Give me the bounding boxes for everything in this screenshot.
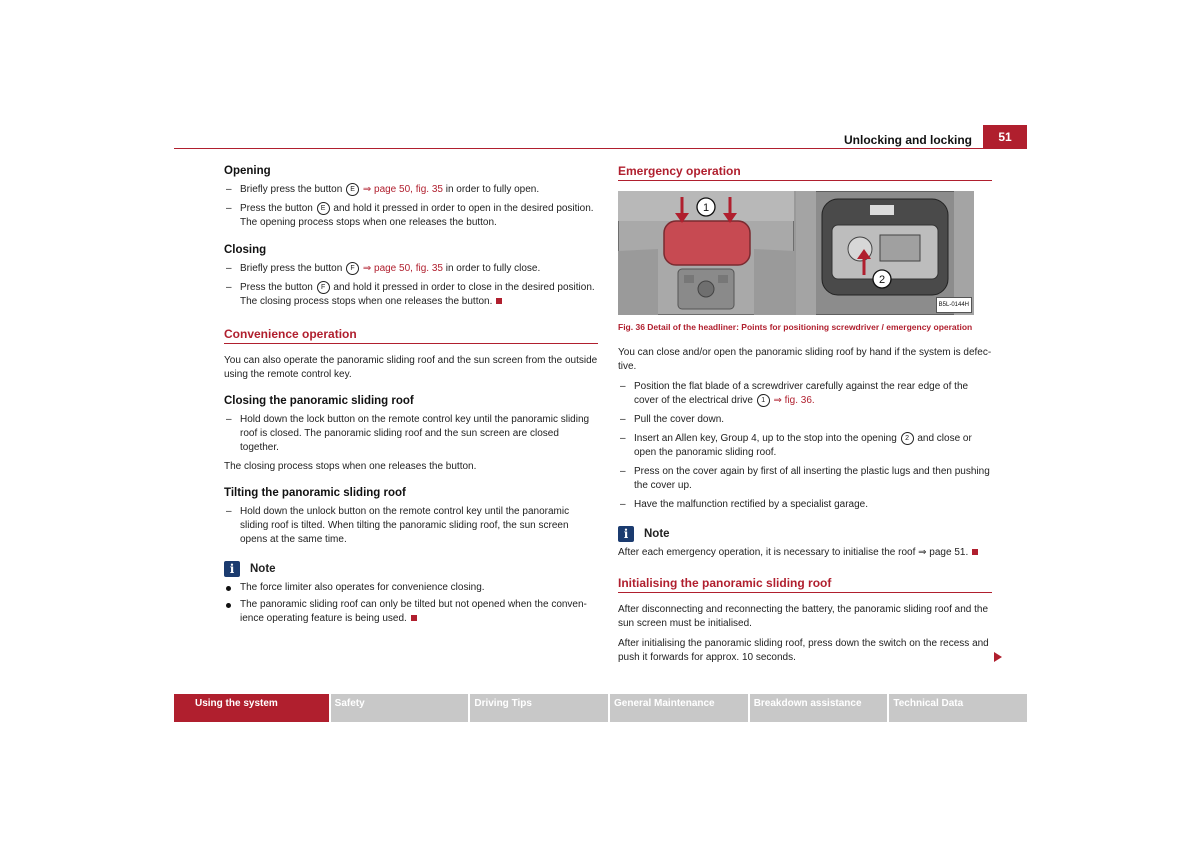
tab-using-the-system[interactable]: Using the system — [174, 694, 329, 722]
emergency-intro: You can close and/or open the panoramic sliding roof by hand if the system is defec-tive. — [618, 347, 992, 372]
button-e-symbol: E — [346, 183, 359, 196]
tab-driving-tips[interactable]: Driving Tips — [470, 694, 608, 722]
chapter-tabs — [174, 694, 1027, 722]
section-end-marker — [496, 298, 502, 304]
convenience-intro: You can also operate the panoramic sliding roof and the sun screen from the outside using the remote control key. — [224, 355, 598, 380]
figure-36 — [618, 191, 974, 315]
note-label: Note — [644, 528, 670, 540]
tab-general-maintenance[interactable]: General Maintenance — [610, 694, 748, 722]
emergency-heading: Emergency operation — [618, 164, 992, 181]
emergency-step-3: – Insert an Allen key, Group 4, up to the stop into the opening 2 and close or open the panoramic sliding roof. — [620, 433, 972, 458]
tilting-roof-heading: Tilting the panoramic sliding roof — [224, 487, 406, 499]
opening-step-1: – Briefly press the button E ⇒ page 50, fig. 35 in order to fully open. — [226, 184, 540, 195]
button-f-symbol: F — [317, 281, 330, 294]
closing-heading: Closing — [224, 244, 267, 256]
opening-step-2: – Press the button E and hold it pressed in order to open in the desired position. The opening process stops when one releases the button. — [226, 203, 594, 228]
headliner-illustration — [618, 191, 974, 315]
button-e-symbol: E — [317, 202, 330, 215]
running-header-title: Unlocking and locking — [843, 133, 972, 147]
note-text: After each emergency operation, it is necessary to initialise the roof ⇒ page 51. — [618, 546, 992, 560]
closing-step-2: – Press the button F and hold it pressed in order to close in the desired position. The closing process stops when one releases the button. — [226, 282, 595, 307]
figure-caption: Fig. 36 Detail of the headliner: Points for positioning screwdriver / emergency operation — [618, 322, 973, 332]
page-reference-link[interactable]: ⇒ page 50, fig. 35 — [362, 184, 443, 195]
closing-roof-step: – Hold down the lock button on the remote control key until the panoramic sliding roof is closed. The panoramic sliding roof and the sun screen are closed together. — [226, 414, 590, 453]
note-bullet: The force limiter also operates for convenience closing. — [224, 581, 598, 595]
emergency-step-1: – Position the flat blade of a screwdriver carefully against the rear edge of the cover of the electrical drive 1 ⇒ fig. 36. — [620, 381, 969, 406]
right-column — [618, 164, 992, 671]
section-end-marker — [411, 615, 417, 621]
tab-breakdown-assistance[interactable]: Breakdown assistance — [750, 694, 888, 722]
initialising-p1: After disconnecting and reconnecting the battery, the panoramic sliding roof and the sun screen must be initialised. — [618, 604, 989, 629]
left-column — [224, 164, 598, 629]
button-f-symbol: F — [346, 262, 359, 275]
emergency-step-5: – Have the malfunction rectified by a specialist garage. — [620, 499, 869, 510]
bullet-dot — [226, 586, 231, 591]
tilting-roof-step: – Hold down the unlock button on the remote control key until the panoramic sliding roof is tilted. When tilting the panoramic sliding roof, the sun screen opens at the same time. — [226, 506, 570, 545]
initialising-heading: Initialising the panoramic sliding roof — [618, 576, 992, 593]
closing-roof-heading: Closing the panoramic sliding roof — [224, 395, 414, 407]
header-rule — [174, 148, 1027, 149]
figure-reference-link[interactable]: ⇒ fig. 36. — [773, 395, 815, 406]
tab-technical-data[interactable]: Technical Data — [889, 694, 1027, 722]
note-box — [618, 526, 992, 542]
info-icon: i — [224, 561, 240, 577]
note-box — [224, 561, 598, 577]
emergency-step-4: – Press on the cover again by first of all inserting the plastic lugs and then pushing the cover up. — [620, 466, 990, 491]
page-reference-link[interactable]: ⇒ page 50, fig. 35 — [362, 263, 443, 274]
callout-2-symbol: 2 — [901, 432, 914, 445]
closing-step-1: – Briefly press the button F ⇒ page 50, fig. 35 in order to fully close. — [226, 263, 541, 274]
opening-heading: Opening — [224, 165, 271, 177]
continue-arrow-icon — [994, 652, 1002, 662]
initialising-p2: After initialising the panoramic sliding roof, press down the switch on the recess and push it forwards for approx. 10 seconds. — [618, 638, 989, 663]
page-number: 51 — [983, 125, 1027, 149]
callout-1-symbol: 1 — [757, 394, 770, 407]
figure-code: B5L-0144H — [936, 297, 972, 313]
convenience-heading: Convenience operation — [224, 327, 598, 344]
emergency-step-2: – Pull the cover down. — [620, 414, 725, 425]
note-bullet: The panoramic sliding roof can only be tilted but not opened when the conven-ience operating feature is being used. — [224, 598, 598, 626]
bullet-dot — [226, 603, 231, 608]
tab-safety[interactable]: Safety — [331, 694, 469, 722]
closing-roof-after: The closing process stops when one releases the button. — [224, 461, 477, 472]
note-label: Note — [250, 563, 276, 575]
callout-1: 1 — [702, 202, 710, 214]
section-end-marker — [972, 549, 978, 555]
info-icon: i — [618, 526, 634, 542]
callout-2: 2 — [878, 274, 886, 286]
